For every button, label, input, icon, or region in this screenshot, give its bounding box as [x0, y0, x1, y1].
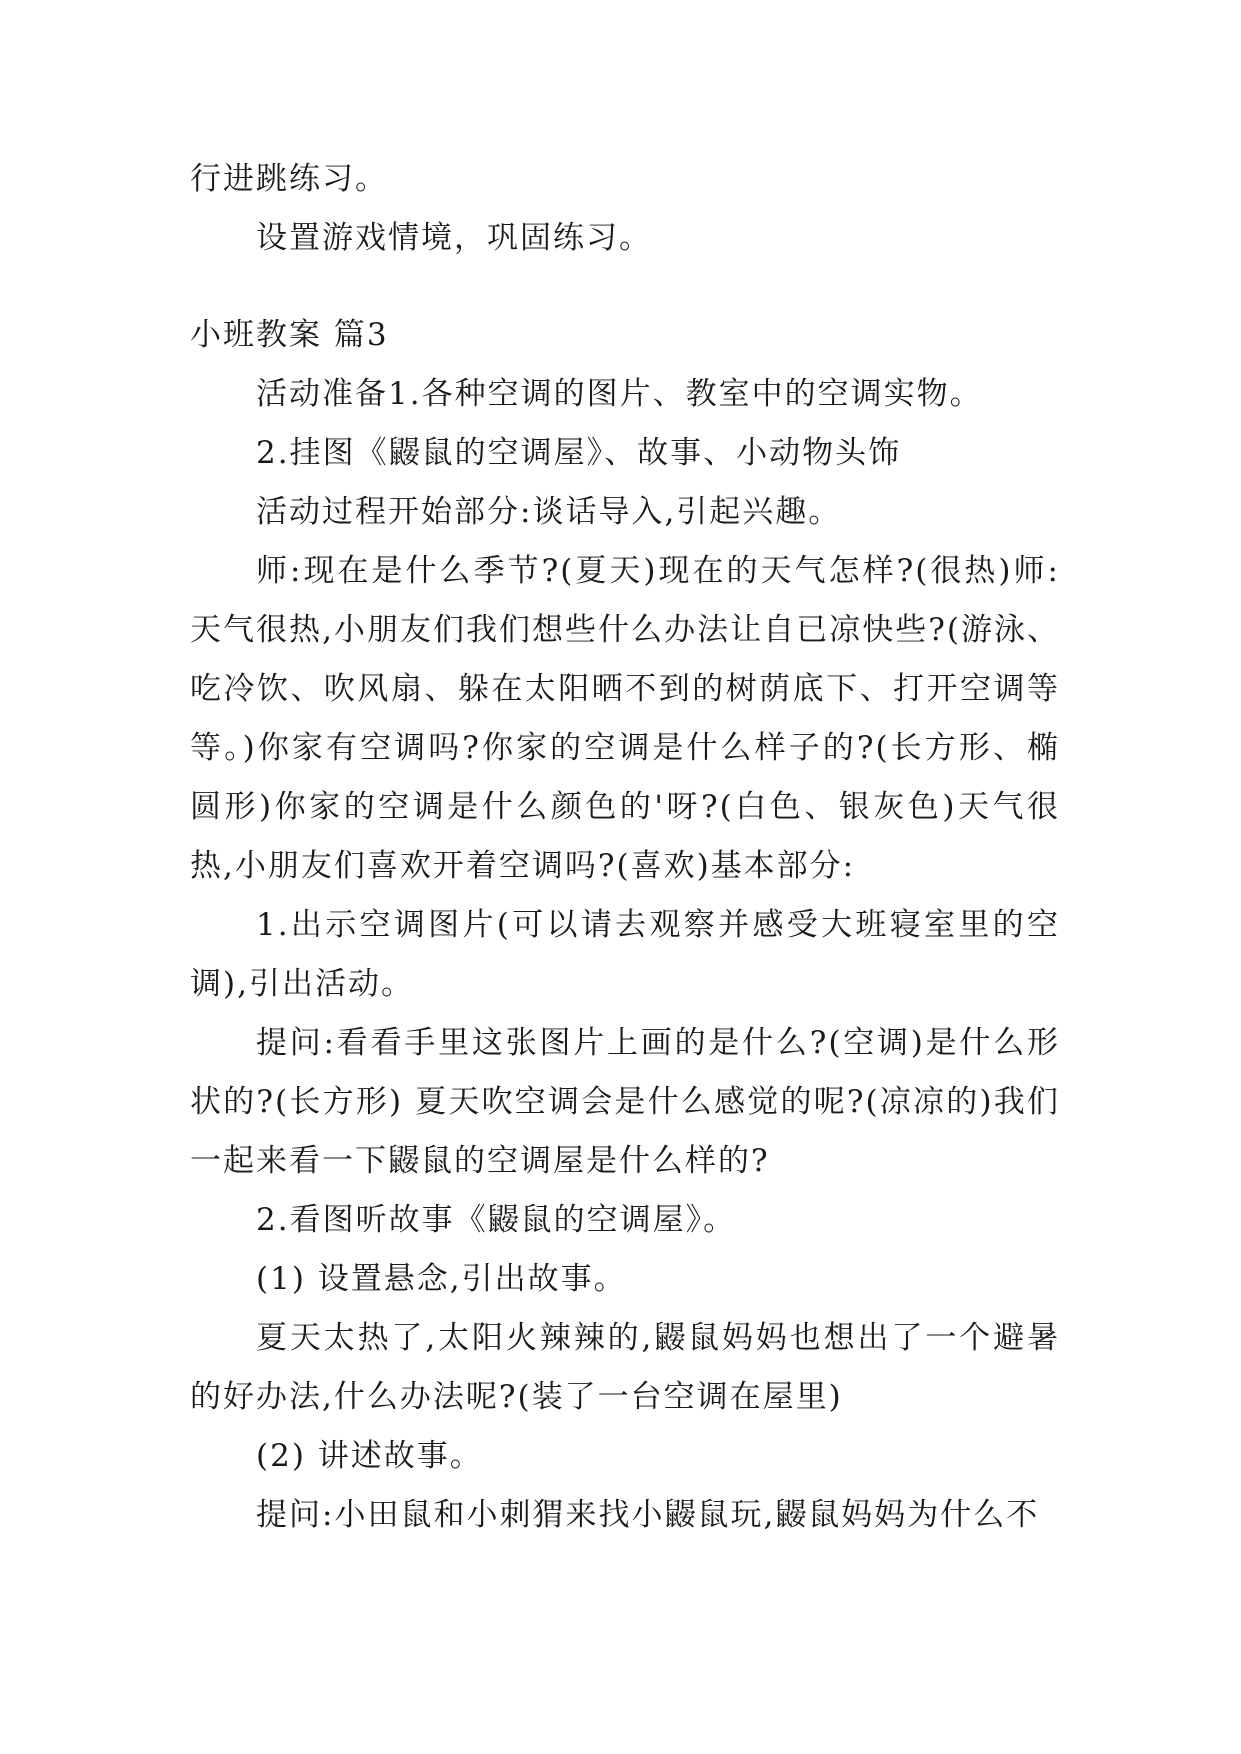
paragraph: 活动准备1.各种空调的图片、教室中的空调实物。	[256, 376, 983, 412]
paragraph: 夏天太热了,太阳火辣辣的,鼹鼠妈妈也想出了一个避暑的好办法,什么办法呢?(装了一台空调在屋里)	[190, 1320, 1060, 1415]
paragraph: 师:现在是什么季节?(夏天)现在的天气怎样?(很热)师:天气很热,小朋友们我们想些什么办法让自已凉快些?(游泳、吃冷饮、吹风扇、躲在太阳晒不到的树荫底下、打开空调等等。)你家有空调吗?你家的空调是什么样子的?(长方形、椭圆形)你家的空调是什么颜色的'呀?(白色、银灰色)天气很热,小朋友们喜欢开着空调吗?(喜欢)基本部分:	[190, 553, 1060, 884]
paragraph: 行进跳练习。	[190, 161, 388, 197]
document-body	[190, 150, 1060, 1545]
paragraph: 提问:小田鼠和小刺猬来找小鼹鼠玩,鼹鼠妈妈为什么不	[256, 1497, 1040, 1533]
paragraph: 2.挂图《鼹鼠的空调屋》、故事、小动物头饰	[256, 435, 902, 471]
paragraph: 提问:看看手里这张图片上画的是什么?(空调)是什么形状的?(长方形) 夏天吹空调会是什么感觉的呢?(凉凉的)我们一起来看一下鼹鼠的空调屋是什么样的?	[190, 1025, 1060, 1179]
paragraph: 活动过程开始部分:谈话导入,引起兴趣。	[256, 494, 842, 530]
section-heading: 小班教案 篇3	[190, 317, 389, 353]
section-spacer	[190, 268, 1060, 306]
paragraph: 2.看图听故事《鼹鼠的空调屋》。	[256, 1202, 737, 1238]
paragraph: (1) 设置悬念,引出故事。	[256, 1261, 627, 1297]
paragraph: (2) 讲述故事。	[256, 1438, 483, 1474]
paragraph: 1.出示空调图片(可以请去观察并感受大班寝室里的空调),引出活动。	[190, 907, 1060, 1002]
paragraph: 设置游戏情境，巩固练习。	[256, 220, 652, 256]
